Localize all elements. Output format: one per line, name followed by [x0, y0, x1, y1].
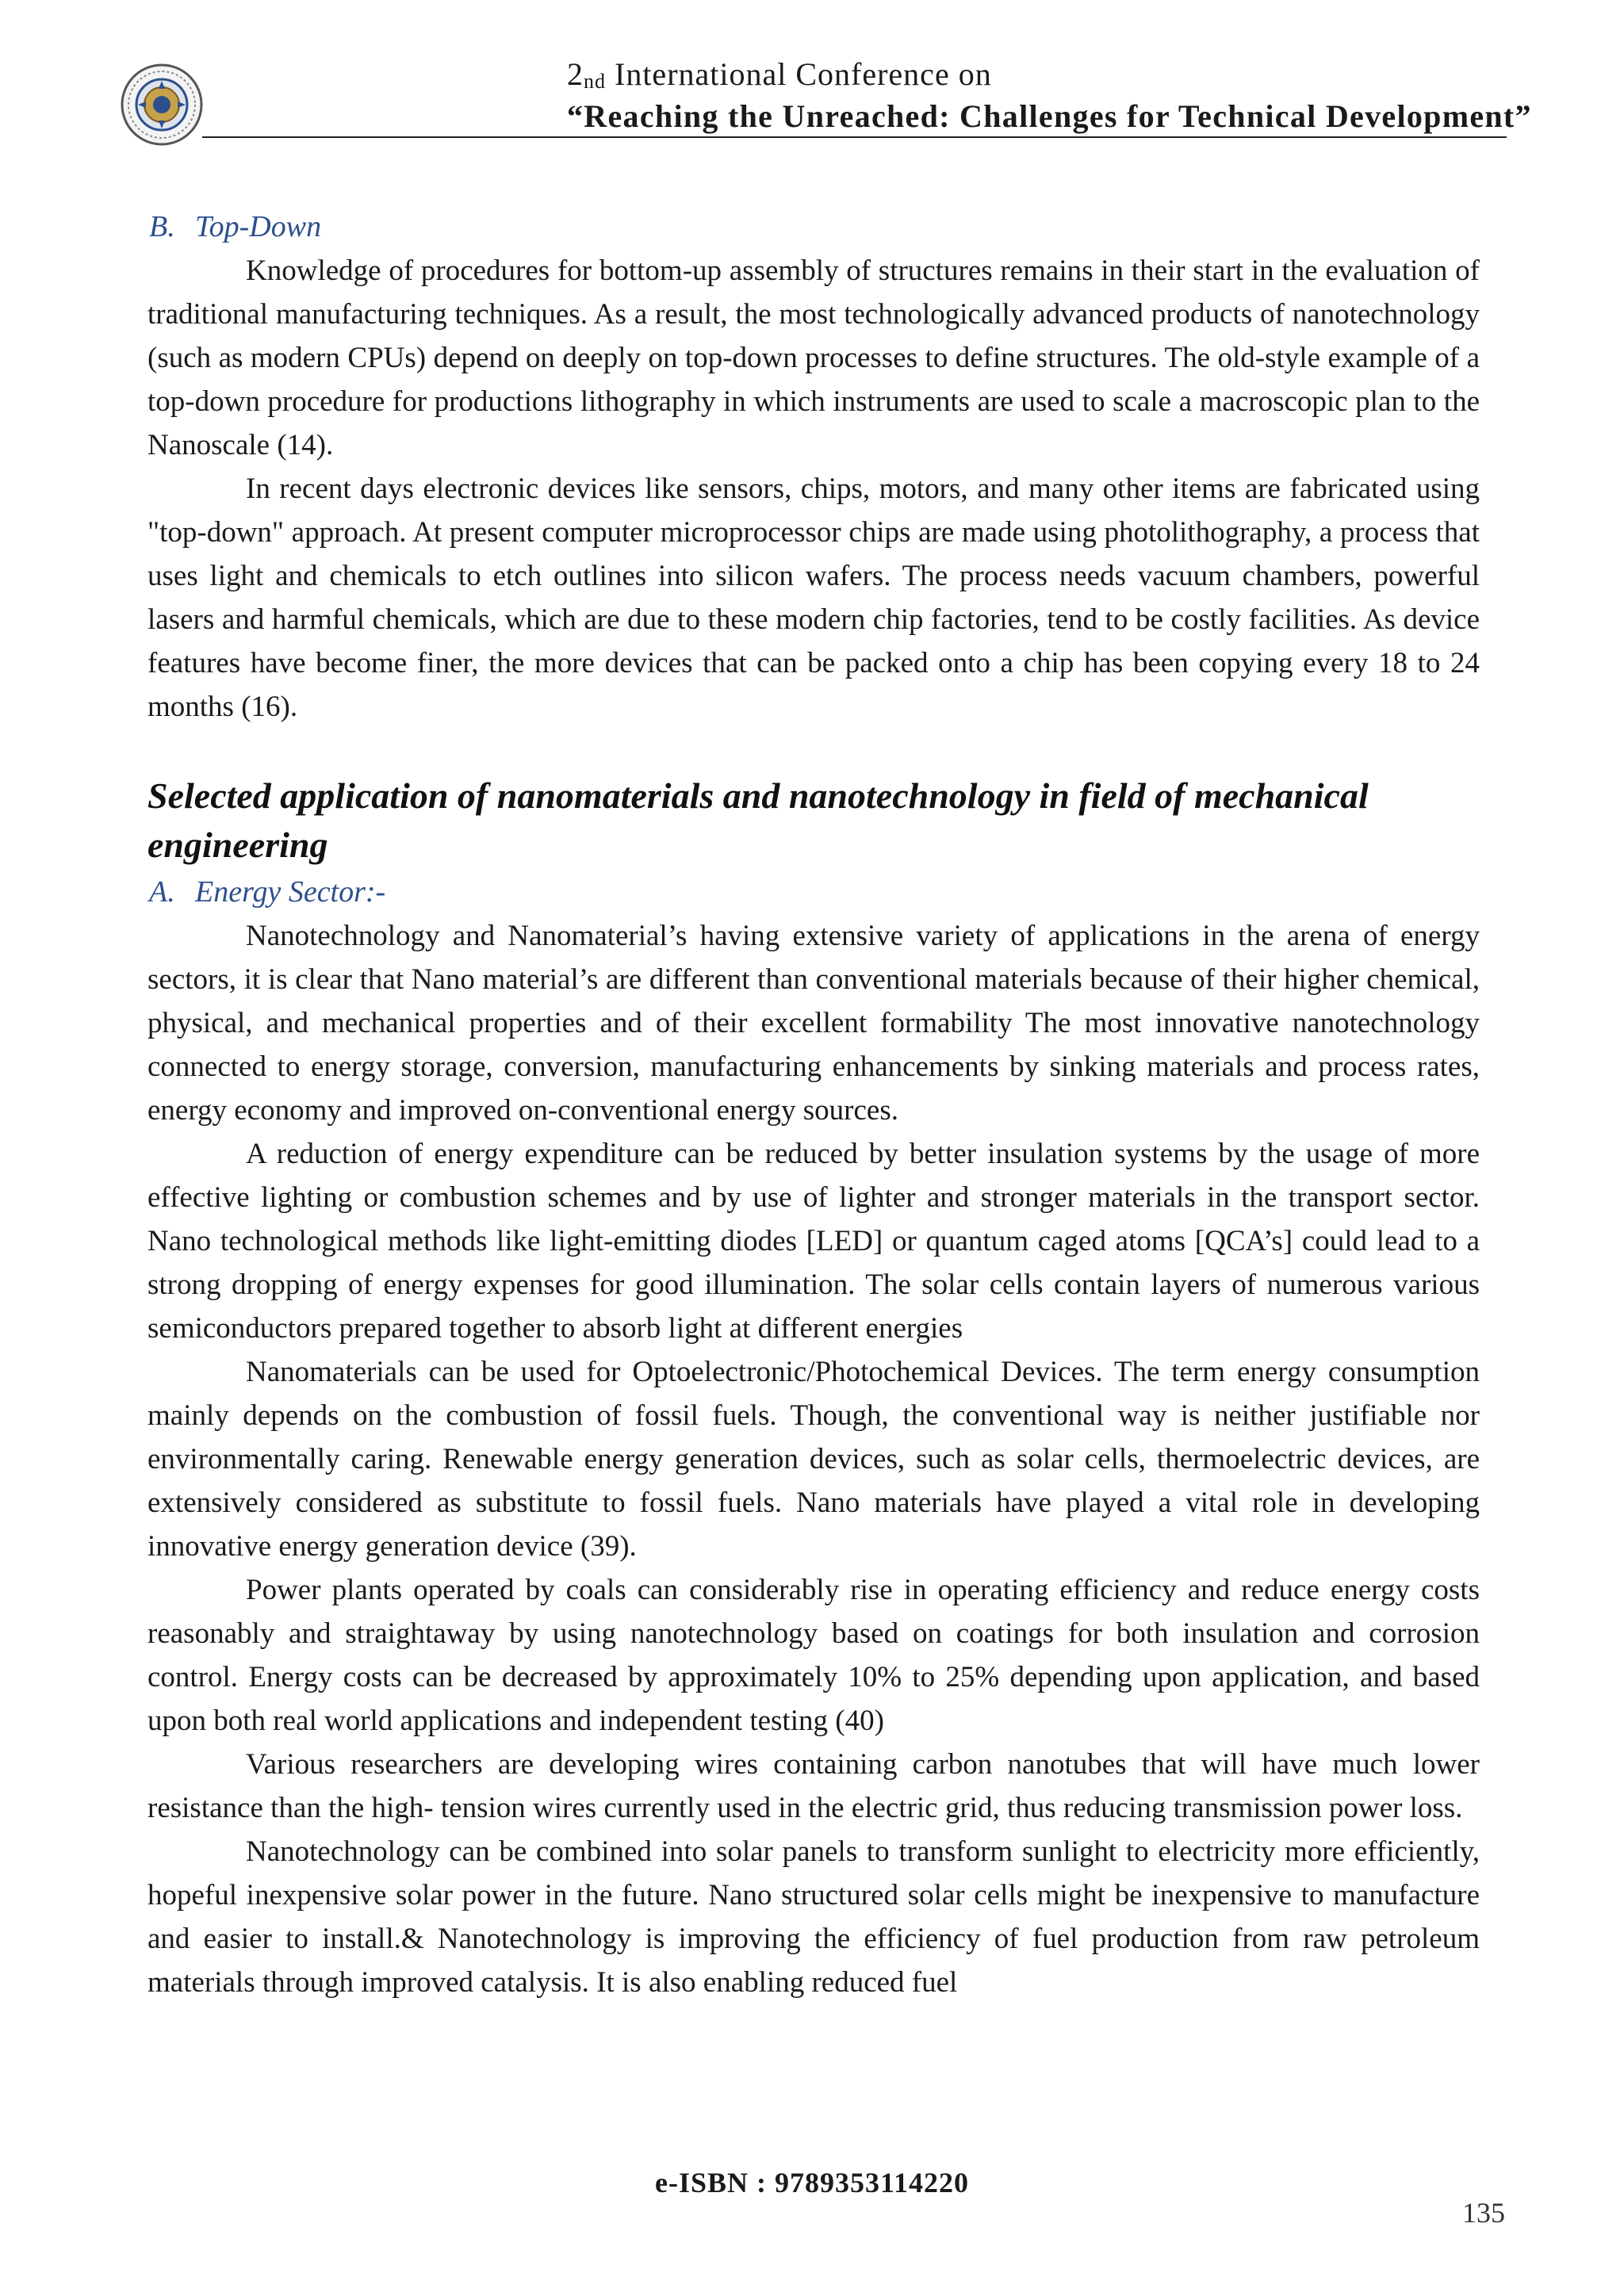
subsection-label: B.: [149, 210, 175, 243]
paragraph: Nanotechnology can be combined into solar panels to transform sunlight to electricity more efficiently, hopeful inexpensive solar power in the future. Nano structured solar cells might be inexpensive to manufacture and easier to install.& Nanotechnology is improving the efficiency of fuel production from raw petroleum materials through improved catalysis. It is also enabling reduced fuel: [147, 1835, 1480, 1999]
conference-heading: [567, 55, 1532, 136]
isbn-footer: e-ISBN : 9789353114220: [654, 2167, 969, 2198]
paragraph: Nanomaterials can be used for Optoelectronic/Photochemical Devices. The term energy consumption mainly depends on the combustion of fossil fuels. Though, the conventional way is neither justifiable nor environmentally caring. Renewable energy generation devices, such as solar cells, thermoelectric devices, are extensively considered as substitute to fossil fuels. Nano materials have played a vital role in developing innovative energy generation device (39).: [147, 1356, 1480, 1563]
conference-theme: “Reaching the Unreached: Challenges for Technical Development”: [567, 98, 1532, 134]
header-divider: [202, 136, 1507, 138]
subsection-energy-sector-heading: [147, 870, 1480, 914]
paragraph: Nanotechnology and Nanomaterial’s having extensive variety of applications in the arena of energy sectors, it is clear that Nano material’s are different than conventional materials because of their higher chemical, physical, and mechanical properties and of their excellent formability The most innovative nanotechnology connected to energy storage, conversion, manufacturing enhancements by sinking materials and process rates, energy economy and improved on-conventional energy sources.: [147, 920, 1480, 1127]
section-heading: Selected application of nanomaterials and nanotechnology in field of mechanical engineering: [147, 775, 1369, 865]
page-body: [147, 205, 1480, 2004]
paragraph: Power plants operated by coals can considerably rise in operating efficiency and reduce energy costs reasonably and straightaway by using nanotechnology based on coatings for both insulation and corrosion control. Energy costs can be decreased by approximately 10% to 25% depending upon application, and based upon both real world applications and independent testing (40): [147, 1574, 1480, 1737]
conference-logo-icon: [119, 62, 205, 147]
conference-title: International Conference on: [615, 56, 992, 92]
subsection-title: Energy Sector:-: [195, 875, 386, 909]
paragraph: Knowledge of procedures for bottom-up assembly of structures remains in their start in the evaluation of traditional manufacturing techniques. As a result, the most technologically advanced products of nanotechnology (such as modern CPUs) depend on deeply on top-down processes to define structures. The old-style example of a top-down procedure for productions lithography in which instruments are used to scale a macroscopic plan to the Nanoscale (14).: [147, 254, 1480, 461]
subsection-label: A.: [149, 875, 175, 909]
subsection-title: Top-Down: [195, 210, 322, 243]
subsection-top-down-heading: [147, 205, 1480, 249]
paragraph: Various researchers are developing wires containing carbon nanotubes that will have much lower resistance than the high- tension wires currently used in the electric grid, thus reducing transmission power loss.: [147, 1748, 1480, 1824]
page-number: 135: [1462, 2197, 1505, 2229]
conference-name: [567, 55, 1487, 98]
paragraph: A reduction of energy expenditure can be reduced by better insulation systems by the usage of more effective lighting or combustion schemes and by use of lighter and stronger materials in the transport sector. Nano technological methods like light-emitting diodes [LED] or quantum caged atoms [QCA’s] could lead to a strong dropping of energy expenses for good illumination. The solar cells contain layers of numerous various semiconductors prepared together to absorb light at different energies: [147, 1138, 1480, 1345]
paragraph: In recent days electronic devices like sensors, chips, motors, and many other items are fabricated using "top-down" approach. At present computer microprocessor chips are made using photolithography, a process that uses light and chemicals to etch outlines into silicon wafers. The process needs vacuum chambers, powerful lasers and harmful chemicals, which are due to these modern chip factories, tend to be costly facilities. As device features have become finer, the more devices that can be packed onto a chip has been copying every 18 to 24 months (16).: [147, 473, 1480, 723]
ordinal-number: 2: [567, 56, 584, 92]
page-header: [119, 55, 1532, 138]
ordinal-suffix: nd: [584, 70, 606, 93]
